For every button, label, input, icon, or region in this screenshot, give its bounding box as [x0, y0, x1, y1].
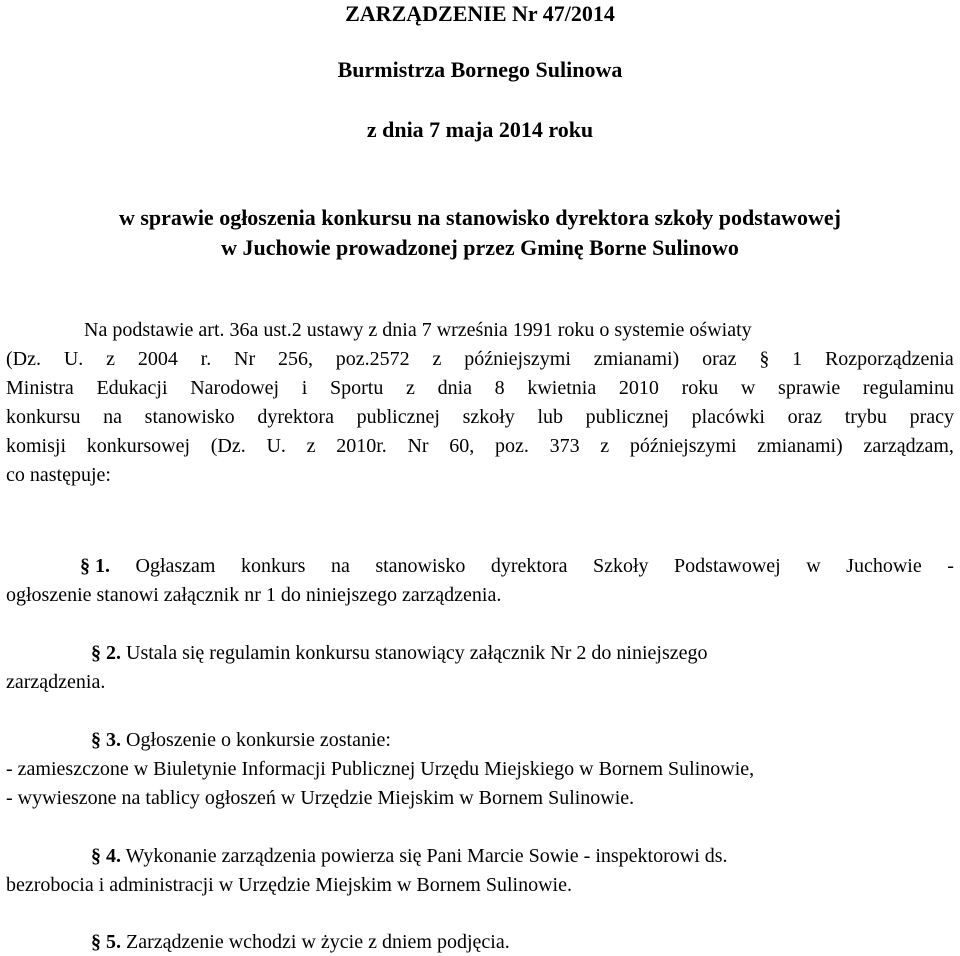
word: publicznej [585, 406, 669, 428]
word: Rozporządzenia [824, 348, 954, 370]
section-1-word: Podstawowej [674, 555, 781, 577]
word: trybu [844, 406, 887, 428]
section-1-first-line [80, 553, 954, 579]
document-issuer: Burmistrza Bornego Sulinowa [337, 57, 623, 82]
word: zarządzam, [863, 435, 954, 457]
word: Narodowej [190, 377, 280, 399]
word: sprawie [778, 377, 841, 399]
preamble-line: co następuje: [6, 464, 111, 486]
word: 373 [549, 435, 580, 457]
word: pracy [909, 406, 954, 428]
word: komisji [6, 435, 67, 457]
word: 2004 [137, 348, 178, 370]
word: (Dz. [210, 435, 246, 457]
word: zmianami) [757, 435, 843, 457]
section-5-text: Zarządzenie wchodzi w życie z dniem podjęcia. [126, 931, 510, 953]
word: 2010r. [336, 435, 387, 457]
document-subject-line-2: w Juchowie prowadzonej przez Gminę Borne Sulinowo [221, 235, 739, 260]
section-2-number: § 2. [91, 642, 121, 664]
word: z [600, 435, 610, 457]
word: późniejszymi [629, 435, 737, 457]
word: 1 [792, 348, 803, 370]
section-1-word: na [330, 555, 350, 577]
word: U. [63, 348, 84, 370]
word: stanowisko [144, 406, 235, 428]
section-1-word: dyrektora [490, 555, 568, 577]
word: szkoły [462, 406, 515, 428]
section-5-first-line [91, 929, 510, 955]
word: U. [266, 435, 286, 457]
section-3-text: Ogłoszenie o konkursie zostanie: [126, 729, 391, 751]
section-1-word: - [947, 555, 954, 577]
word: roku [681, 377, 719, 399]
word: Ministra [6, 377, 74, 399]
word: w [740, 377, 756, 399]
document-title: ZARZĄDZENIE Nr 47/2014 [345, 1, 615, 26]
section-3-list-item: - zamieszczone w Biuletynie Informacji Publicznej Urzędu Miejskiego w Bornem Sulinowie, [6, 758, 755, 780]
section-4-first-line [91, 843, 728, 869]
section-2-text-line: zarządzenia. [6, 671, 106, 693]
section-1-number: § 1. [80, 555, 110, 577]
word: i [301, 377, 308, 399]
word: kwietnia [527, 377, 597, 399]
word: Nr [234, 348, 256, 370]
word: poz. [494, 435, 529, 457]
word: z [432, 348, 442, 370]
section-4-text: Wykonanie zarządzenia powierza się Pani Marcie Sowie - inspektorowi ds. [125, 845, 728, 867]
section-4-number: § 4. [91, 845, 121, 867]
preamble-line [6, 404, 954, 430]
preamble-line: Na podstawie art. 36a ust.2 ustawy z dnia 7 września 1991 roku o systemie oświaty [84, 319, 752, 341]
word: r. [200, 348, 212, 370]
word: dyrektora [257, 406, 334, 428]
preamble-line [6, 433, 954, 459]
section-2-first-line [91, 640, 708, 666]
word: Nr [407, 435, 429, 457]
section-1-word: konkurs [240, 555, 306, 577]
word: na [103, 406, 122, 428]
section-3-first-line [91, 727, 391, 753]
word: oraz [787, 406, 823, 428]
section-3-list-item: - wywieszone na tablicy ogłoszeń w Urzędzie Miejskim w Bornem Sulinowie. [6, 787, 635, 809]
word: Sportu [329, 377, 384, 399]
word: Edukacji [96, 377, 168, 399]
word: konkursu [6, 406, 81, 428]
word: 60, [449, 435, 475, 457]
word: lub [537, 406, 564, 428]
word: z [306, 435, 316, 457]
document-subject-line-1: w sprawie ogłoszenia konkursu na stanowisko dyrektora szkoły podstawowej [118, 205, 841, 230]
word: konkursowej [86, 435, 191, 457]
section-5-number: § 5. [91, 931, 121, 953]
word: zmianami) [593, 348, 680, 370]
word: oraz [702, 348, 737, 370]
word: (Dz. [6, 348, 41, 370]
word: 8 [494, 377, 505, 399]
document-date: z dnia 7 maja 2014 roku [366, 117, 594, 142]
word: poz.2572 [335, 348, 410, 370]
section-4-text-line: bezrobocia i administracji w Urzędzie Miejskim w Bornem Sulinowie. [6, 874, 572, 896]
section-1-word: w [806, 555, 821, 577]
section-1-word: stanowisko [375, 555, 466, 577]
word: późniejszymi [464, 348, 571, 370]
section-1-word: Juchowie [846, 555, 922, 577]
preamble-line [6, 375, 954, 401]
section-1-text-line: ogłoszenie stanowi załącznik nr 1 do niniejszego zarządzenia. [6, 584, 502, 606]
section-3-number: § 3. [91, 729, 121, 751]
section-1-word: Szkoły [592, 555, 649, 577]
word: 256, [277, 348, 313, 370]
word: 2010 [618, 377, 659, 399]
word: z [406, 377, 415, 399]
word: dnia [437, 377, 472, 399]
word: publicznej [356, 406, 440, 428]
word: § [759, 348, 770, 370]
word: regulaminu [862, 377, 954, 399]
word: placówki [691, 406, 765, 428]
word: z [106, 348, 115, 370]
preamble-line [6, 346, 954, 372]
section-1-word: Ogłaszam [135, 555, 216, 577]
section-2-text: Ustala się regulamin konkursu stanowiący załącznik Nr 2 do niniejszego [126, 642, 708, 664]
